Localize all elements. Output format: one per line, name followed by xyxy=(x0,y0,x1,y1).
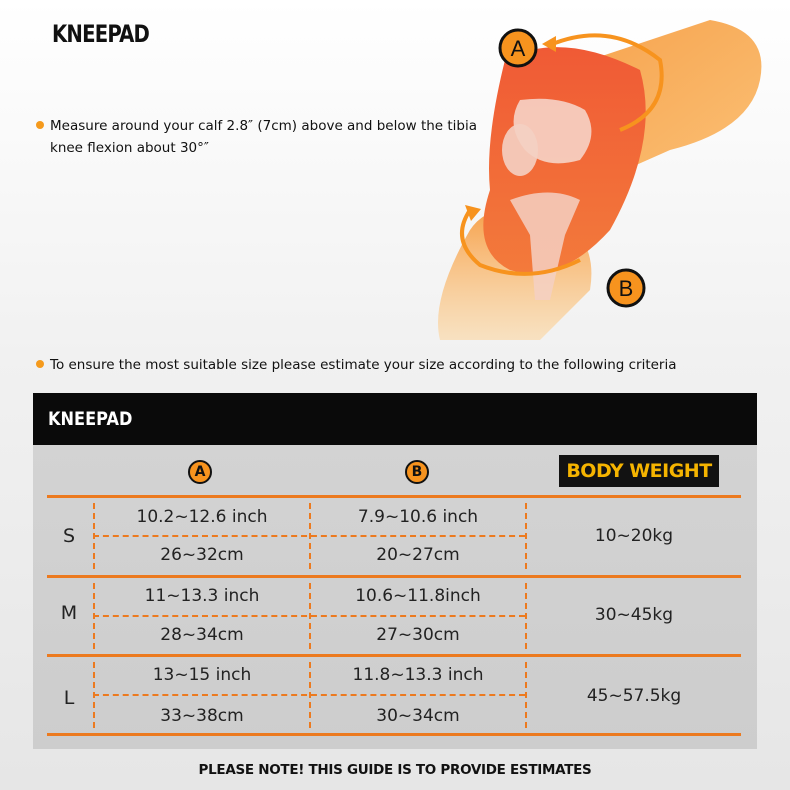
cell-a-cm: 33~38cm xyxy=(160,706,244,726)
size-label-s: S xyxy=(62,525,76,547)
row-divider xyxy=(47,733,741,736)
cell-b-cm: 30~34cm xyxy=(376,706,460,726)
bullet-icon xyxy=(36,360,44,368)
criteria-note xyxy=(36,354,677,376)
table-header-bar xyxy=(33,393,757,445)
measure-line-2: knee flexion about 30°″ xyxy=(50,140,209,156)
column-weight-badge: BODY WEIGHT xyxy=(559,455,719,487)
patella-bone xyxy=(502,124,538,176)
row-divider xyxy=(47,495,741,498)
cell-a-inch: 13~15 inch xyxy=(152,665,252,685)
bullet-icon xyxy=(36,121,44,129)
cell-b-inch: 7.9~10.6 inch xyxy=(357,507,479,527)
cell-a-cm: 28~34cm xyxy=(160,625,244,645)
size-label-m: M xyxy=(60,602,78,624)
cell-b-cm: 20~27cm xyxy=(376,545,460,565)
page-title: KNEEPAD xyxy=(52,20,150,48)
size-table xyxy=(33,393,757,749)
cell-weight: 10~20kg xyxy=(594,526,674,546)
disclaimer-note: PLEASE NOTE! THIS GUIDE IS TO PROVIDE ESTIMATES xyxy=(198,762,592,778)
label-b-text: B xyxy=(618,276,634,301)
cell-weight: 45~57.5kg xyxy=(586,686,682,706)
cell-b-inch: 11.8~13.3 inch xyxy=(352,665,484,685)
column-b-badge: B xyxy=(405,460,429,484)
measure-line-1: Measure around your calf 2.8″ (7cm) above and below the tibia xyxy=(50,118,478,134)
column-a-badge: A xyxy=(188,460,212,484)
cell-weight: 30~45kg xyxy=(594,605,674,625)
row-divider xyxy=(47,654,741,657)
knee-illustration xyxy=(410,0,790,350)
cell-a-cm: 26~32cm xyxy=(160,545,244,565)
size-label-l: L xyxy=(63,687,75,709)
cell-b-cm: 27~30cm xyxy=(376,625,460,645)
cell-b-inch: 10.6~11.8inch xyxy=(355,586,481,606)
cell-a-inch: 11~13.3 inch xyxy=(144,586,260,606)
criteria-text: To ensure the most suitable size please estimate your size according to the following criteria xyxy=(50,357,677,373)
row-divider xyxy=(47,575,741,578)
label-a-text: A xyxy=(510,36,526,61)
cell-a-inch: 10.2~12.6 inch xyxy=(136,507,268,527)
table-title: KNEEPAD xyxy=(48,408,133,430)
